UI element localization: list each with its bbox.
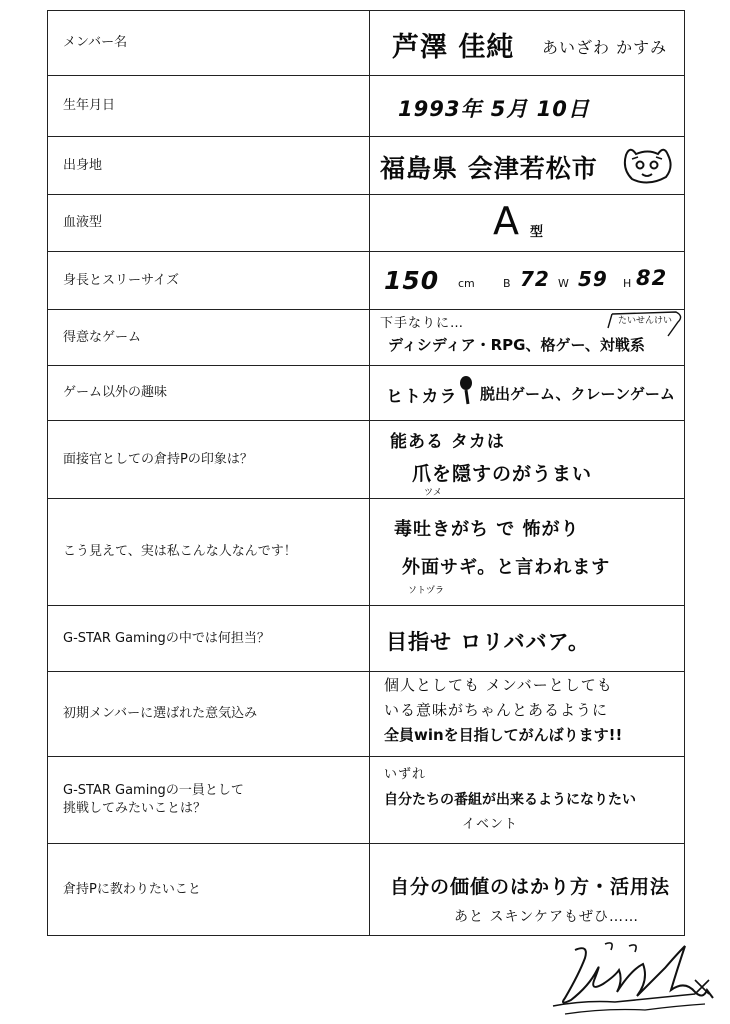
row-hometown bbox=[48, 136, 684, 194]
answer-enthusiasm-line1: 個人としても メンバーとしても bbox=[384, 676, 613, 694]
label-member-name: メンバー名 bbox=[48, 11, 370, 75]
answer-blood-type-suffix: 型 bbox=[530, 225, 545, 240]
answer-enthusiasm-line3: 全員winを目指してがんばります!! bbox=[384, 726, 623, 744]
answer-want-to-learn-line1: 自分の価値のはかり方・活用法 bbox=[390, 876, 671, 898]
label-w: W bbox=[558, 277, 569, 290]
row-want-to-learn bbox=[48, 843, 684, 935]
row-role bbox=[48, 605, 684, 671]
answer-role: 目指せ ロリババア。 bbox=[386, 630, 591, 654]
answer-impression-line1: 能ある タカは bbox=[390, 432, 505, 452]
microphone-icon bbox=[458, 376, 478, 406]
answer-waist: 59 bbox=[578, 267, 608, 291]
row-hobbies bbox=[48, 365, 684, 420]
answer-hobbies-karaoke: ヒトカラ bbox=[386, 387, 458, 407]
label-favorite-games: 得意なゲーム bbox=[48, 310, 370, 365]
answer-want-to-learn-line2: あと スキンケアもぜひ…… bbox=[454, 909, 640, 925]
answer-challenge-line2: イベント bbox=[462, 817, 519, 832]
row-impression bbox=[48, 420, 684, 498]
unit-cm: cm bbox=[458, 277, 475, 290]
cat-doodle-icon bbox=[620, 145, 676, 185]
label-impression: 面接官としての倉持Pの印象は？ bbox=[48, 421, 370, 498]
label-h: H bbox=[623, 277, 632, 290]
answer-impression-ruby: ツメ bbox=[424, 488, 442, 498]
answer-true-self-line2: 外面サギ。と言われます bbox=[402, 557, 611, 578]
row-favorite-games bbox=[48, 309, 684, 365]
answer-bust: 72 bbox=[520, 267, 550, 291]
label-blood-type: 血液型 bbox=[48, 195, 370, 251]
answer-true-self-ruby: ソトヅラ bbox=[408, 586, 445, 596]
answer-favorite-games: ディシディア・RPG、格ゲー、対戦系 bbox=[388, 336, 645, 354]
row-enthusiasm bbox=[48, 671, 684, 756]
answer-true-self-line1: 毒吐きがち で 怖がり bbox=[394, 519, 580, 540]
label-challenge: G-STAR Gamingの一員として 挑戦してみたいことは？ bbox=[48, 757, 370, 843]
answer-hobbies-other: 脱出ゲーム、クレーンゲーム bbox=[480, 385, 675, 403]
answer-challenge-line1: 自分たちの番組が出来るようになりたい bbox=[384, 792, 636, 808]
label-true-self: こう見えて、実は私こんな人なんです！ bbox=[48, 499, 370, 605]
answer-hometown: 福島県 会津若松市 bbox=[380, 154, 598, 183]
answer-enthusiasm-line2: いる意味がちゃんとあるように bbox=[384, 701, 609, 719]
row-true-self bbox=[48, 498, 684, 605]
signature-image bbox=[545, 940, 715, 1020]
answer-favorite-games-ruby: たいせんけい bbox=[618, 316, 673, 326]
answer-member-name: 芦澤 佳純 bbox=[392, 32, 515, 63]
answer-challenge-note: いずれ bbox=[384, 767, 427, 782]
row-measurements bbox=[48, 251, 684, 309]
row-blood-type bbox=[48, 194, 684, 251]
answer-member-name-kana: あいざわ かすみ bbox=[542, 38, 668, 57]
answer-favorite-games-note: 下手なりに… bbox=[380, 316, 465, 331]
answer-birthday: 1993年 5月 10日 bbox=[398, 97, 590, 121]
row-birthday bbox=[48, 75, 684, 136]
row-challenge bbox=[48, 756, 684, 843]
row-member-name bbox=[48, 11, 684, 75]
label-birthday: 生年月日 bbox=[48, 76, 370, 136]
answer-blood-type: A bbox=[493, 199, 520, 243]
label-hobbies: ゲーム以外の趣味 bbox=[48, 366, 370, 420]
label-measurements: 身長とスリーサイズ bbox=[48, 252, 370, 309]
label-role: G-STAR Gamingの中では何担当？ bbox=[48, 606, 370, 671]
label-enthusiasm: 初期メンバーに選ばれた意気込み bbox=[48, 672, 370, 756]
answer-hip: 82 bbox=[636, 266, 668, 290]
label-want-to-learn: 倉持Pに教わりたいこと bbox=[48, 844, 370, 935]
ruby-pointer-line bbox=[606, 310, 686, 340]
answer-height: 150 bbox=[384, 266, 440, 295]
label-hometown: 出身地 bbox=[48, 137, 370, 194]
profile-sheet bbox=[47, 10, 685, 936]
label-b: B bbox=[503, 277, 511, 290]
answer-impression-line2: 爪を隠すのがうまい bbox=[412, 463, 593, 485]
